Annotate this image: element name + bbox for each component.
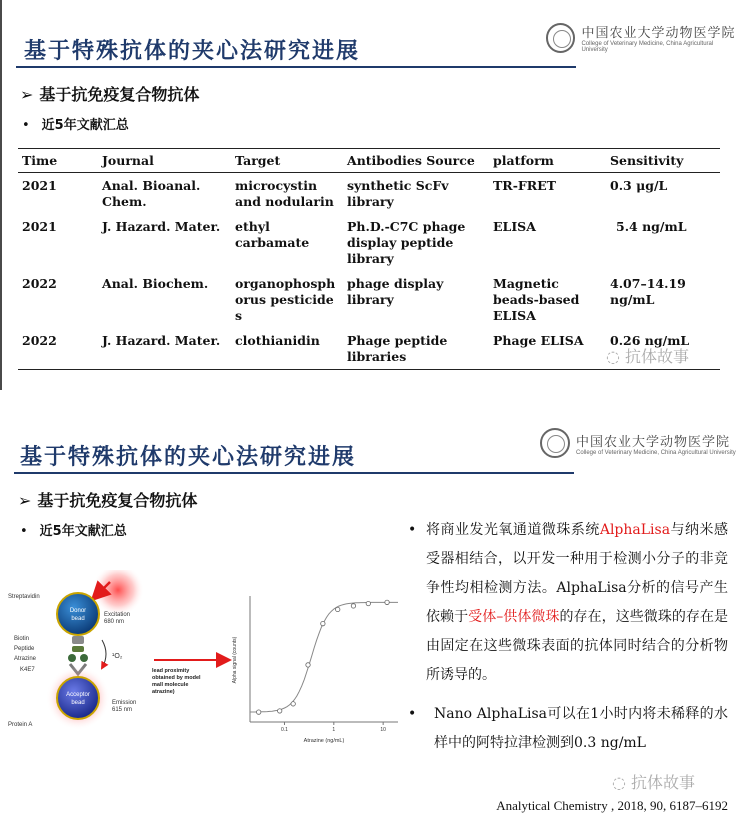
slide-title: 基于特殊抗体的夹心法研究进展 xyxy=(24,38,361,64)
bullet1-text-a: 将商业发光氧通道微珠系统 xyxy=(426,522,600,538)
data-point xyxy=(321,621,325,625)
singlet-oxygen-label: ¹O₂ xyxy=(112,653,123,660)
wechat-watermark xyxy=(612,770,695,793)
arrow-note-line4: atrazine) xyxy=(152,689,175,695)
atrazine-shape xyxy=(68,654,76,662)
header-target: Target xyxy=(231,149,343,173)
data-point xyxy=(291,702,295,706)
bullet1-text-b: 与纳米感受器相结合，以开发一种用于检测小分子的非竞争性均相检测方法。AlphaLisa分析的信号产生依赖于 xyxy=(426,522,729,625)
literature-table xyxy=(18,148,720,370)
cell-platform: TR-FRET xyxy=(493,178,556,193)
bullet1-highlight-beads: 受体–供体微珠 xyxy=(468,609,560,625)
citation: Analytical Chemistry , 2018, 90, 6187–6192 xyxy=(496,798,728,813)
cell-time: 2021 xyxy=(22,178,57,193)
donor-bead-label: bead xyxy=(71,616,85,622)
logo-chinese-name: 中国农业大学动物医学院 xyxy=(581,26,736,41)
excitation-nm-label: 680 nm xyxy=(104,619,125,625)
section-heading-text: 基于抗免疫复合物抗体 xyxy=(39,85,200,104)
subheading xyxy=(22,114,129,133)
header-antibodies-source: Antibodies Source xyxy=(343,149,489,173)
bullet-dot-icon: • xyxy=(22,118,30,133)
atrazine-shape xyxy=(80,654,88,662)
cell-target: microcystin and nodularin xyxy=(235,178,334,209)
arrow-bullet-icon: ➢ xyxy=(18,491,32,510)
acceptor-label: Acceptor xyxy=(66,692,90,698)
logo-chinese-name: 中国农业大学动物医学院 xyxy=(576,434,731,450)
arrow-note-line1: lead proximity xyxy=(152,668,190,674)
arrow-note-line2: obtained by model xyxy=(152,675,201,681)
header-journal: Journal xyxy=(98,149,231,173)
x-tick-label: 10 xyxy=(380,727,386,733)
bullet1-text-c: 的存在，这些微珠的存在是由固定在这些微珠表面的抗体同时结合的分析物所诱导的。 xyxy=(426,609,729,683)
bullet-text-block xyxy=(408,516,728,758)
arrow-note-line3: mall molecule xyxy=(152,682,189,688)
donor-label: Donor xyxy=(69,608,87,614)
cell-sensitivity: 0.3 μg/L xyxy=(610,178,668,193)
section-heading xyxy=(18,488,197,511)
header-time: Time xyxy=(18,149,98,173)
cell-time: 2022 xyxy=(22,276,57,291)
header-sensitivity: Sensitivity xyxy=(606,149,720,173)
bullet-dot-icon: • xyxy=(20,524,28,539)
cell-platform: Phage ELISA xyxy=(489,328,606,370)
cell-target: organophosphorus pesticides xyxy=(235,276,336,323)
cell-sensitivity: 0.26 ng/mL xyxy=(606,328,720,370)
cell-source: phage display library xyxy=(347,276,444,307)
cell-target: ethyl carbamate xyxy=(235,219,310,250)
subheading-text: 近5年文献汇总 xyxy=(39,524,127,539)
title-rule xyxy=(16,66,576,68)
title-rule xyxy=(14,472,574,474)
x-tick-label: 1 xyxy=(332,727,336,733)
bullet2-text: Nano AlphaLisa可以在1小时内将未稀释的水样中的阿特拉津检测到0.3 ng/mL xyxy=(434,706,728,751)
protein-a-label: Protein A xyxy=(8,722,33,728)
emission-label: Emission xyxy=(112,700,137,706)
cell-platform: ELISA xyxy=(493,219,536,234)
cell-time: 2022 xyxy=(18,328,98,370)
x-tick-label: 0.1 xyxy=(281,727,288,733)
cell-time: 2021 xyxy=(22,219,57,234)
cell-source: Phage peptide libraries xyxy=(343,328,489,370)
logo-english-name: College of Veterinary Medicine, China Agricultural University xyxy=(576,449,736,456)
alphalisa-figure xyxy=(6,570,406,750)
biotin-shape xyxy=(72,636,84,644)
cell-sensitivity: 5.4 ng/mL xyxy=(616,219,687,234)
seal-icon xyxy=(546,23,575,53)
arrow-bullet-icon: ➢ xyxy=(20,85,34,104)
wechat-watermark xyxy=(606,344,689,367)
peptide-label: Peptide xyxy=(14,646,35,652)
x-axis-label: Atrazine (ng/mL) xyxy=(303,738,345,744)
emission-nm-label: 615 nm xyxy=(112,707,133,713)
fit-curve xyxy=(250,602,398,712)
acceptor-bead xyxy=(57,677,99,719)
bullet-item xyxy=(408,700,728,758)
bullet1-highlight-alphalisa: AlphaLisa xyxy=(599,522,671,538)
table-header-row xyxy=(18,149,720,173)
donor-bead xyxy=(57,593,99,635)
slide-2 xyxy=(0,404,738,818)
cell-journal: Anal. Bioanal. Chem. xyxy=(102,178,201,209)
data-point xyxy=(306,663,310,667)
section-heading xyxy=(20,82,199,105)
dose-response-chart xyxy=(232,596,398,744)
streptavidin-label: Streptavidin xyxy=(8,594,40,600)
cell-source: Ph.D.-C7C phage display peptide library xyxy=(347,219,466,266)
cell-source: synthetic ScFv library xyxy=(347,178,449,209)
data-point xyxy=(278,709,282,713)
y-axis-label: Alpha signal (counts) xyxy=(232,636,238,684)
university-logo xyxy=(540,428,736,458)
university-logo xyxy=(546,22,738,53)
subheading-text: 近5年文献汇总 xyxy=(41,118,129,133)
data-point xyxy=(385,600,389,604)
peptide-shape xyxy=(72,646,84,652)
seal-icon xyxy=(540,428,570,458)
singlet-oxygen-arrow xyxy=(102,640,106,668)
cell-journal: J. Hazard. Mater. xyxy=(102,219,221,234)
slide-1 xyxy=(0,0,738,390)
data-point xyxy=(351,604,355,608)
header-platform: platform xyxy=(489,149,606,173)
watermark-text: 抗体故事 xyxy=(631,773,696,792)
subheading xyxy=(20,520,127,539)
atrazine-label: Atrazine xyxy=(14,656,37,662)
cell-journal: Anal. Biochem. xyxy=(102,276,209,291)
bullet-item xyxy=(408,516,728,690)
wechat-icon: ◌ xyxy=(612,773,632,792)
cell-target: clothianidin xyxy=(231,328,343,370)
slide-title: 基于特殊抗体的夹心法研究进展 xyxy=(20,444,357,470)
table-row xyxy=(18,271,720,328)
k4e7-label: K4E7 xyxy=(20,667,35,673)
excitation-label: Excitation xyxy=(104,612,131,618)
logo-english-name: College of Veterinary Medicine, China Agricultural University xyxy=(581,41,714,53)
table-row xyxy=(18,214,720,271)
biotin-label: Biotin xyxy=(14,636,30,642)
acceptor-bead-label: bead xyxy=(71,700,85,706)
wechat-icon: ◌ xyxy=(606,347,626,366)
cell-platform: Magnetic beads-based ELISA xyxy=(493,276,580,323)
data-point xyxy=(336,607,340,611)
cell-sensitivity: 4.07–14.19 ng/mL xyxy=(610,276,686,307)
cell-journal: J. Hazard. Mater. xyxy=(98,328,231,370)
watermark-text: 抗体故事 xyxy=(625,347,690,366)
data-point xyxy=(256,710,260,714)
section-heading-text: 基于抗免疫复合物抗体 xyxy=(37,491,198,510)
data-point xyxy=(366,601,370,605)
table-row xyxy=(18,173,720,215)
